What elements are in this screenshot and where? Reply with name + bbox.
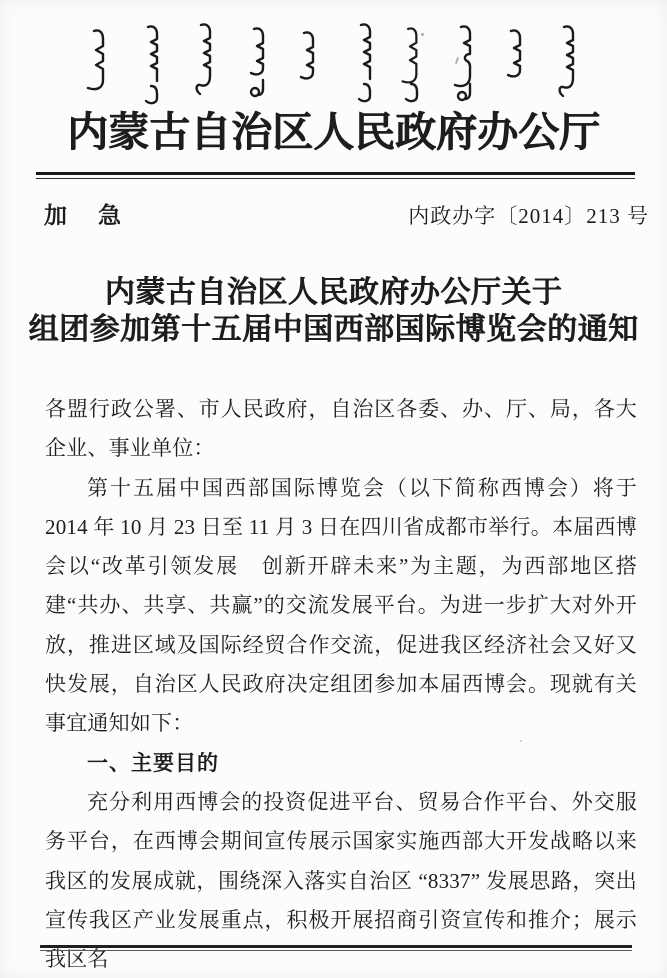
body-paragraph: 各盟行政公署、市人民政府，自治区各委、办、厅、局，各大企业、事业单位：: [45, 397, 637, 461]
notice-bar: [44, 197, 649, 230]
masthead-divider: [36, 172, 635, 179]
mongolian-script-drawing: [0, 22, 667, 108]
body-paragraph: 充分利用西博会的投资促进平台、贸易合作平台、外交服务平台，在西博会期间宣传展示国家实施西部大开发战略以来我区的发展成就，围绕深入落实自治区 “8337” 发展思路，突出宣传我区产业发展重点，积极开展招商引资宣传和推介；展示我区名: [45, 789, 637, 972]
document-body: [45, 390, 637, 978]
agency-name: 内蒙古自治区人民政府办公厅: [67, 109, 600, 155]
document-title-line2: 组团参加第十五届中国西部国际博览会的通知: [28, 313, 639, 346]
scan-speckle: [520, 740, 522, 742]
section-heading: 一、主要目的: [87, 751, 219, 775]
footer-divider: [40, 945, 632, 951]
document-title: [0, 274, 667, 348]
mongolian-script-masthead: [0, 22, 667, 108]
document-title-line1: 内蒙古自治区人民政府办公厅关于: [104, 276, 563, 309]
urgency-label: 加 急: [44, 202, 125, 228]
scan-speckle: [421, 33, 424, 36]
body-paragraph: 第十五届中国西部国际博览会（以下简称西博会）将于 2014 年 10 月 23 日至 11 月 3 日在四川省成都市举行。本届西博会以“改革引领发展 创新开辟未来”为主题，为西部地区搭建“共办、共享、共赢”的交流发展平台。为进一步扩大对外开放，推进区域及国际经贸合作交流，促进我区经济社会又好又快发展，自治区人民政府决定组团参加本届西博会。现就有关事宜通知如下：: [45, 475, 637, 736]
document-number: 内政办字〔2014〕213 号: [408, 204, 649, 228]
